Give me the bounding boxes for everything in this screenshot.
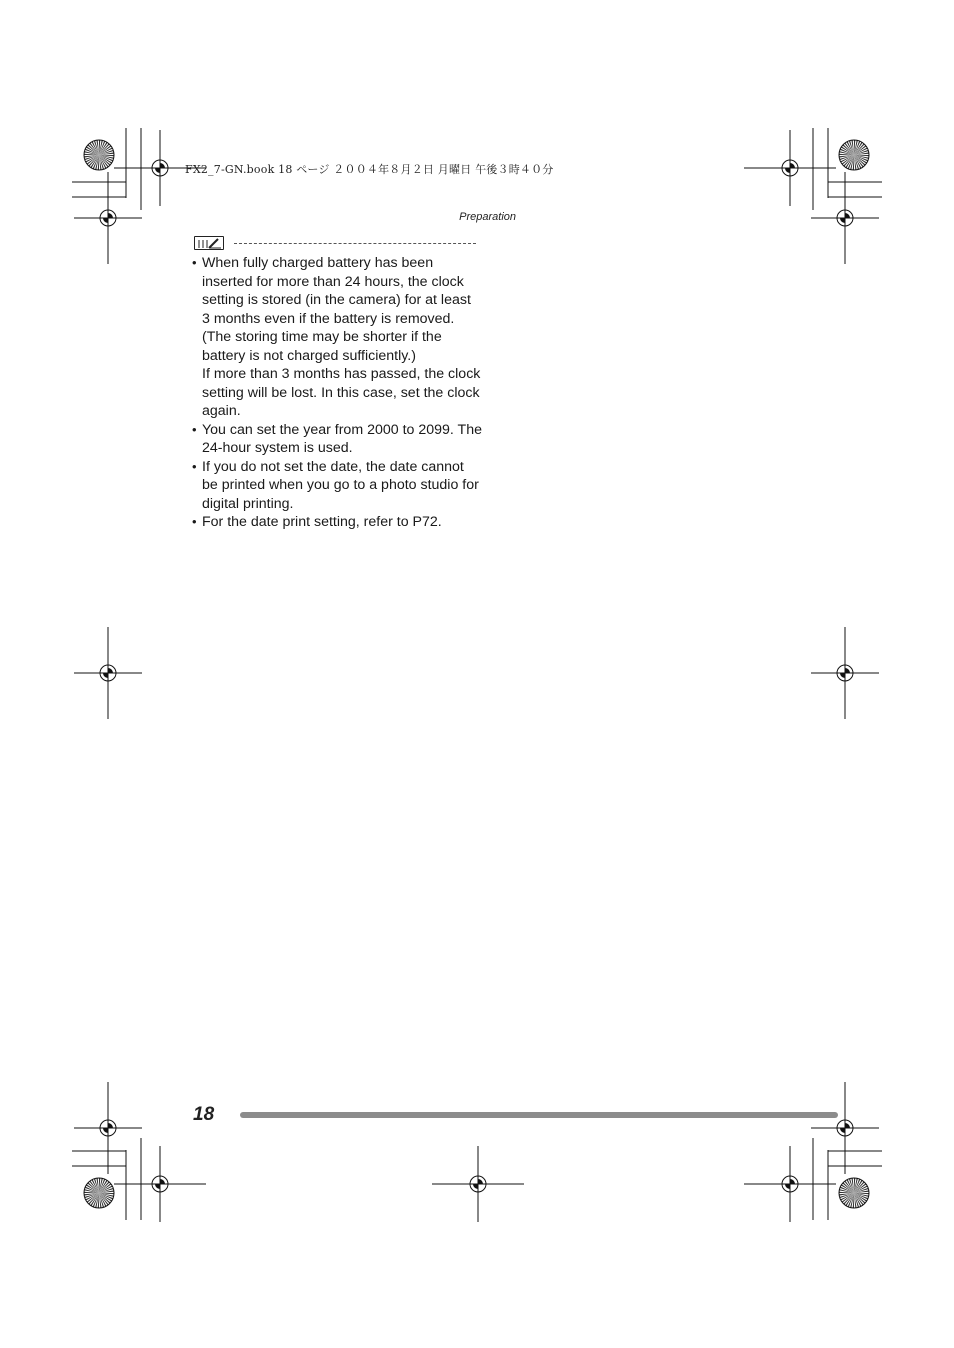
note-item [192, 254, 482, 421]
note-paragraph: If more than 3 months has passed, the clock setting will be lost. In this case, set the clock again. [202, 366, 481, 419]
note-paragraph: • You can set the year from 2000 to 2099. The 24-hour system is used. [202, 421, 483, 456]
file-info-line: FX2_7-GN.book 18 ページ ２００４年８月２日 月曜日 午後３時４０分 [185, 163, 554, 176]
crosshair-mark [744, 1146, 836, 1222]
crosshair-mark [74, 1082, 142, 1174]
note-item [192, 513, 482, 532]
note-pencil-icon [194, 236, 224, 250]
sunburst-mark [839, 140, 869, 170]
footer-bar [240, 1112, 838, 1118]
crosshair-mark [74, 172, 142, 264]
crosshair-mark [811, 172, 879, 264]
page-number: 18 [193, 1104, 215, 1125]
crosshair-mark [114, 1146, 206, 1222]
note-paragraph: • If you do not set the date, the date cannot be printed when you go to a photo studio for digital printing. [202, 458, 479, 512]
crosshair-mark [811, 1082, 879, 1174]
note-paragraph: • When fully charged battery has been inserted for more than 24 hours, the clock setting is stored (in the camera) for at least 3 months even if the battery is removed. (The storing time may be shorter if the battery is not charged sufficiently.) [202, 255, 471, 364]
note-item [192, 458, 482, 514]
section-label: Preparation [459, 211, 516, 223]
crosshair-mark [811, 627, 879, 719]
note-item [192, 421, 482, 458]
crosshair-mark [744, 130, 836, 206]
note-list [192, 254, 482, 532]
crosshair-mark [74, 627, 142, 719]
note-paragraph: • For the date print setting, refer to P72. [202, 514, 442, 530]
crosshair-mark [432, 1146, 524, 1222]
sunburst-mark [84, 1178, 114, 1208]
sunburst-mark [84, 140, 114, 170]
note-divider [234, 243, 476, 244]
sunburst-mark [839, 1178, 869, 1208]
